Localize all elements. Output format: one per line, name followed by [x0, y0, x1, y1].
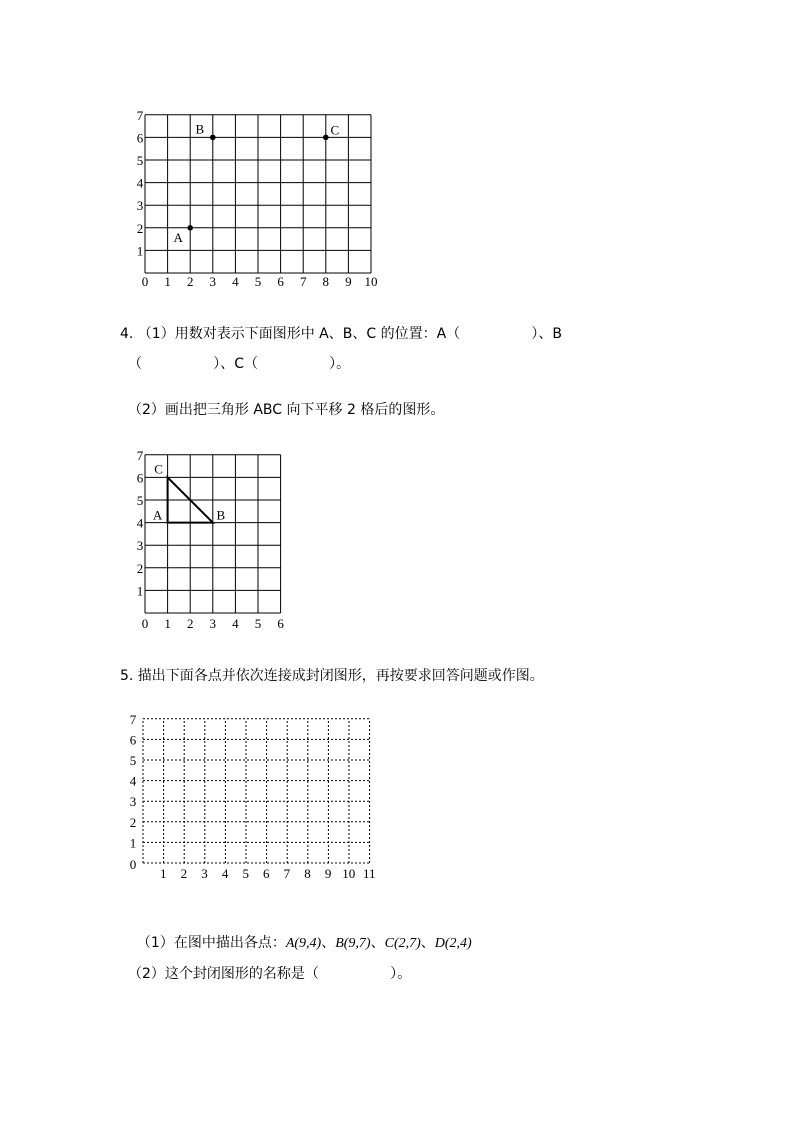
x-tick-label: 1 [164, 274, 171, 289]
x-tick-label: 1 [160, 866, 167, 881]
point-b-dot [210, 135, 216, 141]
x-tick-label: 3 [209, 274, 217, 289]
y-tick-label: 4 [136, 175, 144, 191]
q5-title: 5. 描出下面各点并依次连接成封闭图形，再按要求回答问题或作图。 [120, 668, 544, 684]
x-tick-label: 6 [277, 274, 284, 289]
x-tick-label: 4 [221, 866, 229, 881]
y-tick-label: 1 [129, 835, 137, 851]
y-tick-label: 5 [136, 153, 144, 168]
x-tick-label: 8 [322, 274, 330, 289]
q5-part-1: （1）在图中描出各点：A(9,4)、B(9,7)、C(2,7)、D(2,4) [136, 935, 472, 951]
x-tick-label: 3 [201, 866, 208, 881]
x-tick-label: 5 [254, 616, 262, 631]
y-tick-label: 7 [129, 711, 137, 727]
y-tick-label: 1 [136, 243, 144, 259]
y-tick-label: 3 [136, 538, 144, 554]
x-tick-label: 6 [277, 616, 284, 631]
x-tick-label: 9 [345, 274, 352, 289]
x-tick-label: 8 [304, 866, 311, 881]
x-tick-label: 0 [141, 274, 149, 289]
vertex-c-label: C [154, 461, 163, 477]
origin-label: 0 [129, 857, 137, 872]
x-tick-label: 1 [164, 616, 171, 631]
vertex-a-label: A [152, 507, 163, 523]
x-tick-label: 5 [254, 274, 262, 289]
x-tick-label: 10 [364, 274, 378, 289]
x-tick-label: 10 [342, 866, 356, 881]
x-tick-label: 7 [283, 866, 291, 881]
q5-part-1-prefix: （1）在图中描出各点： [136, 935, 286, 951]
triangle-abc [168, 477, 213, 522]
y-tick-label: 2 [136, 560, 144, 576]
point-a-label: A [173, 229, 183, 245]
x-tick-label: 2 [180, 866, 188, 881]
point-c-text: C(2,7) [384, 936, 421, 951]
x-tick-label: 2 [186, 274, 194, 289]
x-tick-label: 11 [363, 866, 376, 881]
y-tick-label: 6 [136, 470, 144, 486]
y-tick-label: 5 [129, 753, 137, 768]
q4-line-2: （ ）、C（ ）。 [128, 356, 351, 372]
point-d-text: D(2,4) [434, 936, 472, 951]
x-tick-label: 5 [242, 866, 249, 881]
y-tick-label: 2 [129, 814, 137, 830]
y-tick-label: 4 [136, 515, 144, 531]
y-tick-label: 7 [136, 447, 144, 463]
y-tick-label: 5 [136, 493, 144, 508]
point-a-dot [187, 225, 193, 231]
y-tick-label: 3 [136, 198, 144, 214]
q4-line-1: 4. （1）用数对表示下面图形中 A、B、C 的位置：A（ ）、B [120, 326, 562, 342]
x-tick-label: 2 [186, 616, 194, 631]
y-tick-label: 6 [136, 130, 144, 146]
q4-part-2: （2）画出把三角形 ABC 向下平移 2 格后的图形。 [128, 402, 445, 418]
point-c-label: C [330, 122, 340, 138]
vertex-b-label: B [216, 507, 226, 523]
point-b-label: B [195, 121, 205, 137]
x-tick-label: 7 [299, 274, 307, 289]
point-a-text: A(9,4) [285, 936, 322, 951]
x-tick-label: 0 [141, 616, 149, 631]
point-b-text: B(9,7) [335, 936, 371, 951]
x-tick-label: 9 [324, 866, 332, 881]
x-tick-label: 4 [232, 616, 239, 631]
x-tick-label: 4 [232, 274, 239, 289]
y-tick-label: 6 [129, 732, 137, 748]
y-tick-label: 3 [129, 794, 137, 810]
y-tick-label: 4 [129, 773, 137, 789]
x-tick-label: 6 [263, 866, 270, 881]
q5-part-2: （2）这个封闭图形的名称是（ ）。 [128, 966, 412, 982]
y-tick-label: 7 [136, 107, 144, 123]
y-tick-label: 2 [136, 220, 144, 236]
x-tick-label: 3 [209, 616, 217, 631]
y-tick-label: 1 [136, 583, 144, 599]
point-c-dot [323, 135, 329, 141]
